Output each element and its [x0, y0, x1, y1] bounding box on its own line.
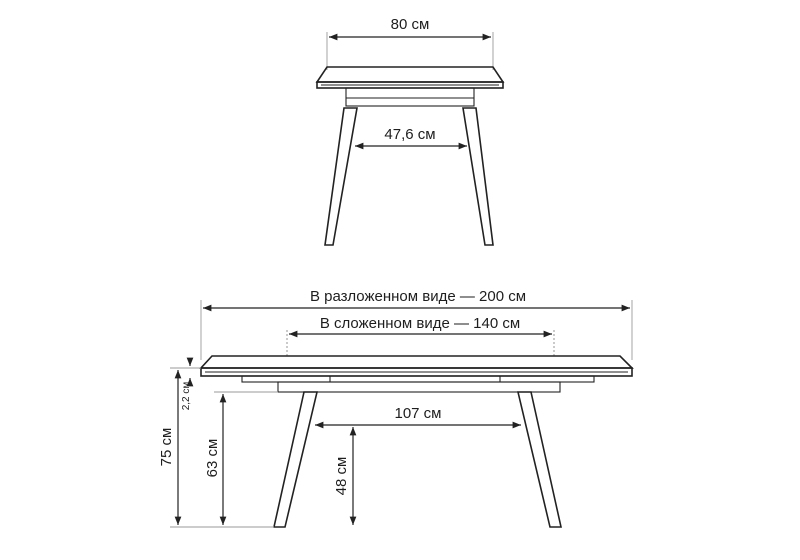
underframe-height-label: 63 см: [204, 438, 221, 478]
end-view-leg-right: [463, 108, 493, 245]
side-view-tabletop: [201, 356, 632, 368]
total-height-label: 75 см: [158, 427, 175, 467]
side-view-extended-label: В разложенном виде — 200 см: [309, 288, 527, 305]
side-view-apron: [242, 376, 594, 382]
end-view-apron: [346, 88, 474, 106]
side-view-folded-label: В сложенном виде — 140 см: [319, 315, 521, 332]
side-view-table: [158, 288, 632, 527]
side-view-underframe: [278, 382, 560, 392]
leg-clearance-label: 48 см: [333, 456, 350, 496]
top-thickness-label: 2,2 см: [181, 381, 192, 411]
end-view-table: [317, 16, 503, 245]
end-view-leg-left: [325, 108, 357, 245]
side-view-leg-span-label: 107 см: [394, 405, 442, 422]
end-view-width-label: 80 см: [390, 16, 430, 33]
end-view-leg-span-label: 47,6 см: [384, 126, 436, 143]
end-view-tabletop: [317, 67, 503, 82]
side-view-leg-right: [518, 392, 561, 527]
side-view-leg-left: [274, 392, 317, 527]
